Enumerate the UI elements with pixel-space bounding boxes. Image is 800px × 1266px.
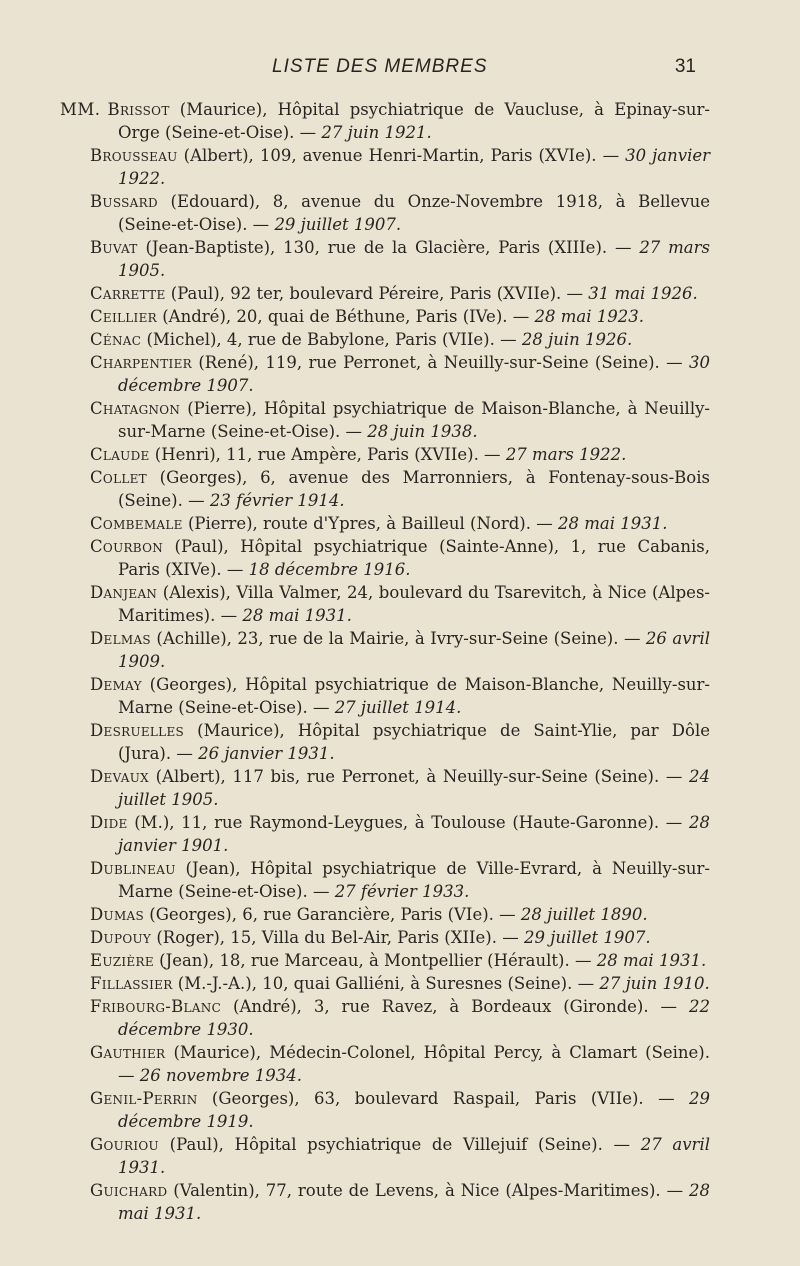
membership-date: 26 avril 1909. bbox=[118, 629, 710, 671]
member-entry bbox=[60, 903, 710, 926]
member-entry bbox=[60, 305, 710, 328]
member-entry bbox=[60, 190, 710, 236]
member-entry bbox=[60, 627, 710, 673]
member-details: (Albert), 109, avenue Henri-Martin, Paris (XVIe). — bbox=[177, 146, 626, 165]
member-surname: Danjean bbox=[90, 583, 158, 602]
membership-date: 30 décembre 1907. bbox=[118, 353, 710, 395]
member-entry bbox=[60, 466, 710, 512]
page-number: 31 bbox=[674, 56, 696, 77]
member-details: (Michel), 4, rue de Babylone, Paris (VIIe). — bbox=[141, 330, 522, 349]
member-surname: Guichard bbox=[90, 1181, 168, 1200]
member-details: (Jean), 18, rue Marceau, à Montpellier (Hérault). — bbox=[153, 951, 597, 970]
member-surname: Charpentier bbox=[90, 353, 192, 372]
member-entry bbox=[60, 857, 710, 903]
member-details: (Roger), 15, Villa du Bel-Air, Paris (XIIe). — bbox=[151, 928, 524, 947]
member-entry bbox=[60, 1133, 710, 1179]
member-details: (Achille), 23, rue de la Mairie, à Ivry-sur-Seine (Seine). — bbox=[150, 629, 646, 648]
member-entry bbox=[60, 1179, 710, 1225]
membership-date: 23 février 1914. bbox=[209, 491, 345, 510]
member-surname: Devaux bbox=[90, 767, 149, 786]
membership-date: 22 décembre 1930. bbox=[118, 997, 710, 1039]
membership-date: 29 juillet 1907. bbox=[274, 215, 402, 234]
membership-date: 30 janvier 1922. bbox=[118, 146, 710, 188]
membership-date: 27 juillet 1914. bbox=[334, 698, 462, 717]
member-details: (Jean-Baptiste), 130, rue de la Glacière, Paris (XIIIe). — bbox=[137, 238, 640, 257]
membership-date: 29 juillet 1907. bbox=[523, 928, 651, 947]
membership-date: 28 mai 1931. bbox=[557, 514, 668, 533]
member-surname: Dupouy bbox=[90, 928, 152, 947]
member-entry bbox=[60, 719, 710, 765]
member-entry bbox=[60, 926, 710, 949]
page-header bbox=[0, 56, 800, 86]
member-entry bbox=[60, 995, 710, 1041]
membership-date: 31 mai 1926. bbox=[588, 284, 698, 303]
member-details: (André), 3, rue Ravez, à Bordeaux (Gironde). — bbox=[221, 997, 689, 1016]
member-entry bbox=[60, 351, 710, 397]
membership-date: 18 décembre 1916. bbox=[248, 560, 411, 579]
member-surname: Demay bbox=[90, 675, 142, 694]
membership-date: 28 mai 1931. bbox=[242, 606, 352, 625]
member-entry bbox=[60, 765, 710, 811]
member-details: (Alexis), Villa Valmer, 24, boulevard du Tsarevitch, à Nice (Alpes-Maritimes). — bbox=[118, 583, 710, 625]
member-details: (Georges), 6, rue Garancière, Paris (VIe). — bbox=[144, 905, 521, 924]
membership-date: 28 juillet 1890. bbox=[520, 905, 648, 924]
member-surname: Dide bbox=[90, 813, 128, 832]
membership-date: 28 mai 1931. bbox=[118, 1181, 710, 1223]
member-entry bbox=[60, 1041, 710, 1087]
member-surname: Genil-Perrin bbox=[90, 1089, 198, 1108]
membership-date: 27 mars 1922. bbox=[505, 445, 627, 464]
member-surname: Gauthier bbox=[90, 1043, 166, 1062]
membership-date: 27 juin 1910. bbox=[599, 974, 710, 993]
membership-date: 24 juillet 1905. bbox=[118, 767, 710, 809]
member-surname: Carrette bbox=[90, 284, 166, 303]
member-details: (M.), 11, rue Raymond-Leygues, à Toulouse (Haute-Garonne). — bbox=[127, 813, 689, 832]
member-details: (Albert), 117 bis, rue Perronet, à Neuilly-sur-Seine (Seine). — bbox=[148, 767, 689, 786]
member-surname: Dumas bbox=[90, 905, 145, 924]
member-entry bbox=[60, 397, 710, 443]
member-entry bbox=[60, 811, 710, 857]
member-entry bbox=[60, 972, 710, 995]
member-surname: Cénac bbox=[90, 330, 142, 349]
member-details: (Georges), Hôpital psychiatrique de Maison-Blanche, Neuilly-sur-Marne (Seine-et-Oise). — bbox=[118, 675, 710, 717]
membership-date: 26 novembre 1934. bbox=[139, 1066, 302, 1085]
member-surname: Desruelles bbox=[90, 721, 185, 740]
member-surname: Claude bbox=[90, 445, 150, 464]
member-details: (M.-J.-A.), 10, quai Galliéni, à Suresnes (Seine). — bbox=[172, 974, 600, 993]
member-entry bbox=[60, 535, 710, 581]
member-details: (Georges), 63, boulevard Raspail, Paris (VIIe). — bbox=[197, 1089, 689, 1108]
member-details: (René), 119, rue Perronet, à Neuilly-sur-Seine (Seine). — bbox=[191, 353, 689, 372]
membership-date: 28 juin 1938. bbox=[367, 422, 478, 441]
member-surname: Buvat bbox=[90, 238, 138, 257]
member-surname: Collet bbox=[90, 468, 147, 487]
member-details: (Maurice), Médecin-Colonel, Hôpital Percy, à Clamart (Seine). — bbox=[118, 1043, 710, 1085]
membership-date: 28 mai 1931. bbox=[596, 951, 707, 970]
member-surname: Dublineau bbox=[90, 859, 176, 878]
member-surname: Brousseau bbox=[90, 146, 178, 165]
member-surname: Euzière bbox=[90, 951, 154, 970]
member-surname: Fribourg-Blanc bbox=[90, 997, 222, 1016]
member-entry bbox=[60, 328, 710, 351]
member-surname: Chatagnon bbox=[90, 399, 181, 418]
membership-date: 27 mars 1905. bbox=[118, 238, 710, 280]
membership-date: 27 avril 1931. bbox=[118, 1135, 711, 1177]
member-details: (Georges), 6, avenue des Marronniers, à Fontenay-sous-Bois (Seine). — bbox=[118, 468, 710, 510]
member-entry bbox=[60, 144, 710, 190]
member-details: (Henri), 11, rue Ampère, Paris (XVIIe). — bbox=[149, 445, 506, 464]
member-entry bbox=[60, 98, 710, 144]
membership-date: 27 juin 1921. bbox=[321, 123, 432, 142]
member-details: (André), 20, quai de Béthune, Paris (IVe). — bbox=[157, 307, 535, 326]
member-details: (Paul), Hôpital psychiatrique (Sainte-Anne), 1, rue Cabanis, Paris (XIVe). — bbox=[118, 537, 710, 579]
member-details: (Valentin), 77, route de Levens, à Nice (Alpes-Maritimes). — bbox=[167, 1181, 689, 1200]
member-details: (Paul), Hôpital psychiatrique de Villejuif (Seine). — bbox=[158, 1135, 641, 1154]
member-surname: Bussard bbox=[90, 192, 158, 211]
member-surname: Combemale bbox=[90, 514, 183, 533]
member-details: (Maurice), Hôpital psychiatrique de Vaucluse, à Epinay-sur-Orge (Seine-et-Oise). — bbox=[118, 100, 710, 142]
member-entry bbox=[60, 1087, 710, 1133]
membership-date: 29 décembre 1919. bbox=[118, 1089, 710, 1131]
member-entry bbox=[60, 949, 710, 972]
list-prefix: MM. bbox=[60, 100, 101, 119]
member-surname: Ceillier bbox=[90, 307, 157, 326]
member-details: (Pierre), Hôpital psychiatrique de Maison-Blanche, à Neuilly-sur-Marne (Seine-et-Oise). — bbox=[118, 399, 710, 441]
member-entry bbox=[60, 512, 710, 535]
member-surname: Courbon bbox=[90, 537, 164, 556]
member-entry bbox=[60, 581, 710, 627]
member-details: (Jean), Hôpital psychiatrique de Ville-Evrard, à Neuilly-sur-Marne (Seine-et-Oise). — bbox=[118, 859, 710, 901]
member-entry bbox=[60, 282, 710, 305]
membership-date: 28 juin 1926. bbox=[521, 330, 633, 349]
member-entry bbox=[60, 673, 710, 719]
member-details: (Maurice), Hôpital psychiatrique de Saint-Ylie, par Dôle (Jura). — bbox=[118, 721, 710, 763]
member-entry bbox=[60, 443, 710, 466]
member-surname: Fillassier bbox=[90, 974, 173, 993]
member-details: (Pierre), route d'Ypres, à Bailleul (Nord). — bbox=[182, 514, 558, 533]
member-surname: Delmas bbox=[90, 629, 151, 648]
member-details: (Edouard), 8, avenue du Onze-Novembre 1918, à Bellevue (Seine-et-Oise). — bbox=[118, 192, 710, 234]
member-entry bbox=[60, 236, 710, 282]
member-surname: Gouriou bbox=[90, 1135, 159, 1154]
membership-date: 27 février 1933. bbox=[334, 882, 470, 901]
membership-date: 28 janvier 1901. bbox=[118, 813, 710, 855]
membership-date: 28 mai 1923. bbox=[534, 307, 644, 326]
member-surname: Brissot bbox=[107, 100, 170, 119]
member-details: (Paul), 92 ter, boulevard Péreire, Paris (XVIIe). — bbox=[165, 284, 589, 303]
membership-date: 26 janvier 1931. bbox=[198, 744, 335, 763]
member-list bbox=[60, 98, 710, 1225]
running-title: LISTE DES MEMBRES bbox=[272, 56, 488, 77]
